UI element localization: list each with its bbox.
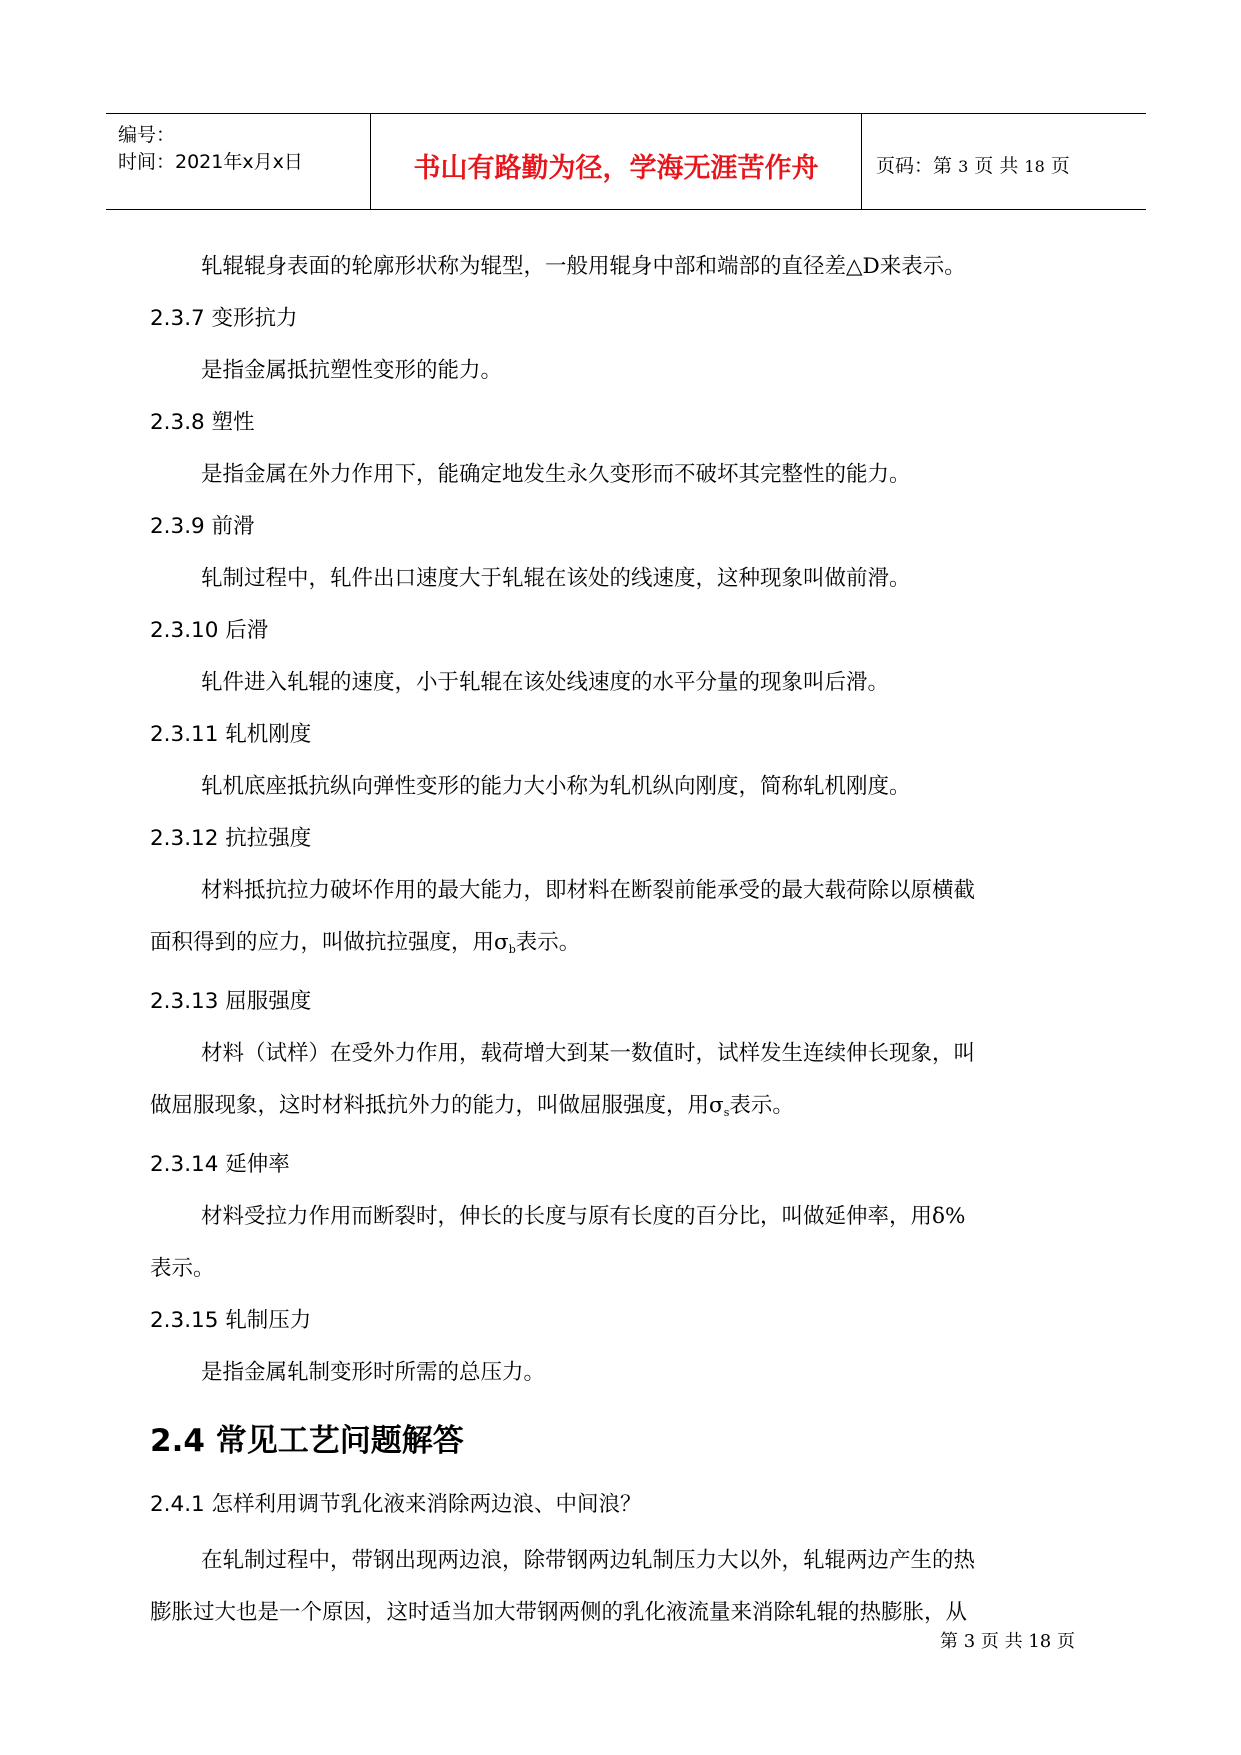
time-label: 时间：2021年x月x日 — [118, 151, 303, 173]
page-code — [876, 151, 1070, 178]
paragraph-2-3-9: 轧制过程中，轧件出口速度大于轧辊在该处的线速度，这种现象叫做前滑。 — [201, 566, 911, 591]
number-label: 编号： — [118, 124, 176, 146]
section-heading-2-3-8: 2.3.8 塑性 — [150, 410, 255, 435]
section-heading-2-3-11: 2.3.11 轧机刚度 — [150, 722, 312, 747]
document-header — [106, 113, 1146, 210]
paragraph-2-4-1-line2: 膨胀过大也是一个原因，这时适当加大带钢两侧的乳化液流量来消除轧辊的热膨胀，从 — [150, 1600, 968, 1625]
paragraph-2-3-8: 是指金属在外力作用下，能确定地发生永久变形而不破坏其完整性的能力。 — [201, 462, 911, 487]
paragraph-2-3-13-line2 — [150, 1080, 1100, 1139]
header-info-cell — [106, 114, 371, 209]
paragraph-2-3-12-line1: 材料抵抗拉力破坏作用的最大能力，即材料在断裂前能承受的最大载荷除以原横截 — [201, 878, 976, 903]
page-number: 3 — [958, 157, 969, 176]
paragraph-2-3-12-line2 — [150, 917, 1100, 976]
paragraph-2-3-11: 轧机底座抵抗纵向弹性变形的能力大小称为轧机纵向刚度，简称轧机刚度。 — [201, 774, 911, 799]
section-heading-2-3-10: 2.3.10 后滑 — [150, 618, 269, 643]
text: 面积得到的应力，叫做抗拉强度，用σ — [150, 930, 509, 955]
page-prefix: 页码：第 — [876, 155, 953, 177]
paragraph-2-3-14-line1: 材料受拉力作用而断裂时，伸长的长度与原有长度的百分比，叫做延伸率，用δ% — [201, 1204, 966, 1229]
text: 表示。 — [515, 930, 581, 955]
page-mid: 页 共 — [974, 155, 1019, 177]
page-suffix: 页 — [1050, 155, 1070, 177]
section-heading-2-3-13: 2.3.13 屈服强度 — [150, 989, 312, 1014]
paragraph-2-3-14-line2: 表示。 — [150, 1256, 215, 1281]
section-heading-2-3-15: 2.3.15 轧制压力 — [150, 1308, 312, 1333]
text: 做屈服现象，这时材料抵抗外力的能力，叫做屈服强度，用σ — [150, 1093, 724, 1118]
page-footer: 第 3 页 共 18 页 — [940, 1631, 1075, 1652]
paragraph-2-3-15: 是指金属轧制变形时所需的总压力。 — [201, 1360, 546, 1385]
motto: 书山有路勤为径，学海无涯苦作舟 — [413, 153, 819, 184]
question-heading-2-4-1: 2.4.1 怎样利用调节乳化液来消除两边浪、中间浪？ — [150, 1492, 642, 1517]
section-heading-2-3-7: 2.3.7 变形抗力 — [150, 306, 298, 331]
text: 表示。 — [729, 1093, 794, 1118]
section-heading-2-4: 2.4 常见工艺问题解答 — [150, 1423, 464, 1459]
document-body — [150, 241, 1100, 1639]
paragraph-2-3-10: 轧件进入轧辊的速度，小于轧辊在该处线速度的水平分量的现象叫后滑。 — [201, 670, 890, 695]
paragraph-2-3-7: 是指金属抵抗塑性变形的能力。 — [201, 358, 503, 383]
section-heading-2-3-12: 2.3.12 抗拉强度 — [150, 826, 312, 851]
section-heading-2-3-9: 2.3.9 前滑 — [150, 514, 255, 539]
page-total: 18 — [1024, 157, 1045, 176]
header-page-cell — [862, 114, 1146, 209]
subscript: b — [508, 943, 516, 956]
header-motto-cell — [371, 114, 862, 209]
paragraph-2-3-13-line1: 材料（试样）在受外力作用，载荷增大到某一数值时，试样发生连续伸长现象，叫 — [201, 1041, 976, 1066]
paragraph-2-4-1-line1: 在轧制过程中，带钢出现两边浪，除带钢两边轧制压力大以外，轧辊两边产生的热 — [201, 1548, 976, 1573]
subscript: s — [723, 1106, 730, 1119]
paragraph-roll-profile: 轧辊辊身表面的轮廓形状称为辊型，一般用辊身中部和端部的直径差△D来表示。 — [201, 254, 966, 279]
section-heading-2-3-14: 2.3.14 延伸率 — [150, 1152, 290, 1177]
